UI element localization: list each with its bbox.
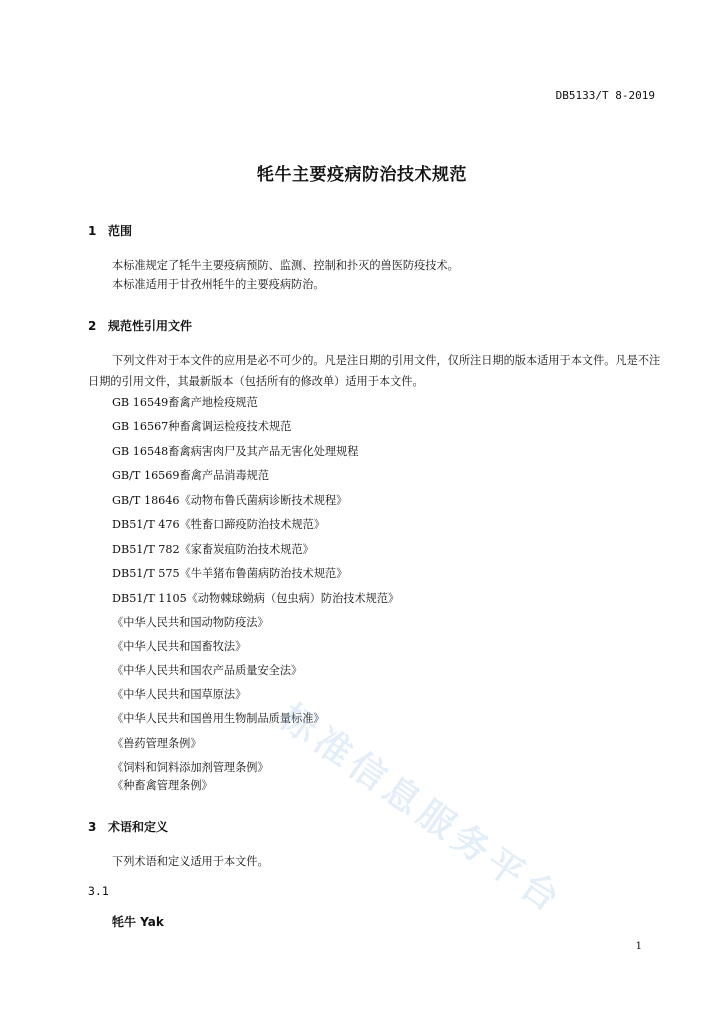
document-title: 牦牛主要疫病防治技术规范	[257, 165, 467, 185]
watermark: 标准信息服务平台	[271, 696, 571, 923]
standard-code: DB5133/T 8-2019	[555, 89, 655, 102]
reference-item: DB51/T 782《家畜炭疽防治技术规范》	[112, 543, 314, 556]
reference-item: GB 16567种畜禽调运检疫技术规范	[112, 420, 292, 433]
terms-intro: 下列术语和定义适用于本文件。	[112, 855, 269, 868]
section-2-heading	[88, 317, 192, 334]
reference-item: DB51/T 575《牛羊猪布鲁菌病防治技术规范》	[112, 567, 348, 580]
reference-item: 《中华人民共和国兽用生物制品质量标准》	[112, 712, 325, 725]
section-3-heading	[88, 818, 168, 835]
reference-item: DB51/T 476《牲畜口蹄疫防治技术规范》	[112, 518, 326, 531]
section-title: 术语和定义	[108, 820, 169, 834]
scope-line-1: 本标准规定了牦牛主要疫病预防、监测、控制和扑灭的兽医防疫技术。	[112, 259, 459, 272]
reference-item: GB 16549畜禽产地检疫规范	[112, 396, 258, 409]
section-title: 范围	[108, 224, 133, 238]
reference-item: GB/T 16569畜禽产品消毒规范	[112, 469, 270, 482]
reference-item: 《中华人民共和国农产品质量安全法》	[112, 664, 303, 677]
references-intro: 下列文件对于本文件的应用是必不可少的。凡是注日期的引用文件，仅所注日期的版本适用于本文件。凡是不注日期的引用文件，其最新版本（包括所有的修改单）适用于本文件。	[88, 354, 661, 388]
section-title: 规范性引用文件	[108, 319, 193, 333]
reference-item: 《种畜禽管理条例》	[112, 779, 213, 792]
subsection-number: 3.1	[88, 884, 109, 898]
reference-item: 《中华人民共和国动物防疫法》	[112, 616, 269, 629]
reference-item: GB 16548畜禽病害肉尸及其产品无害化处理规程	[112, 445, 359, 458]
reference-item: GB/T 18646《动物布鲁氏菌病诊断技术规程》	[112, 494, 348, 507]
reference-item: 《中华人民共和国畜牧法》	[112, 640, 247, 653]
page-number: 1	[635, 941, 642, 952]
term-heading: 牦牛 Yak	[112, 915, 164, 929]
section-number: 3	[88, 820, 97, 834]
section-number: 1	[88, 224, 97, 238]
reference-item: DB51/T 1105《动物棘球蚴病（包虫病）防治技术规范》	[112, 592, 400, 605]
section-1-heading	[88, 222, 132, 239]
scope-line-2: 本标准适用于甘孜州牦牛的主要疫病防治。	[112, 278, 325, 291]
reference-item: 《中华人民共和国草原法》	[112, 688, 247, 701]
reference-item: 《饲料和饲料添加剂管理条例》	[112, 761, 269, 774]
section-number: 2	[88, 319, 97, 333]
reference-item: 《兽药管理条例》	[112, 737, 202, 750]
